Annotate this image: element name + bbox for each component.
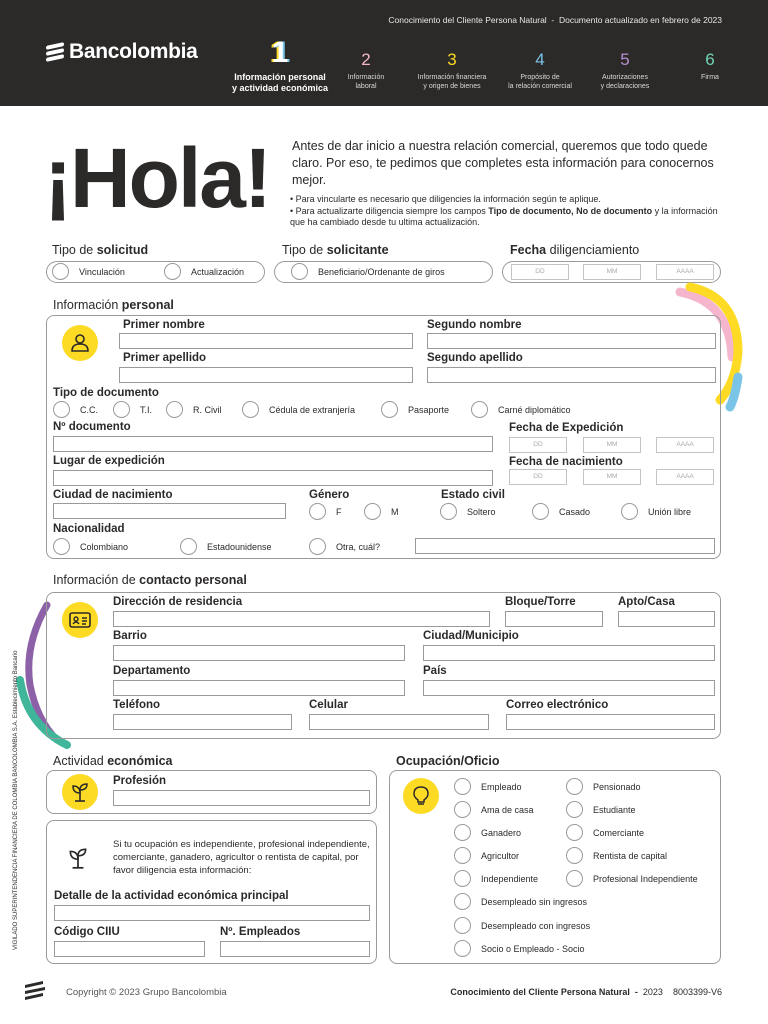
ciudad-nac-input[interactable] [53,503,286,519]
telefono-label: Teléfono [113,699,161,711]
step-4-label: Propósito de [520,74,560,81]
radio-empleado[interactable] [454,778,522,795]
radio-actualizacion[interactable] [164,263,244,280]
radio-otra-label: Otra, cuál? [336,541,381,552]
bullet2-part-c: y la información que ha cambiado desde tu ultima actualización. [290,206,718,227]
tipo-solicitud-bold: solicitud [96,243,149,257]
bullet-vincular: • Para vincularte es necesario que diligencies la información según te aplique. [290,194,601,204]
direccion-label: Dirección de residencia [113,596,243,608]
step-5-label: Autorizaciones [602,74,648,81]
radio-pasaporte[interactable] [381,401,449,418]
ocupacion-title [396,754,500,768]
radio-colombiano[interactable] [53,538,128,555]
detalle-actividad-input[interactable] [54,905,370,921]
footer-year: 2023 [642,987,663,997]
header-doc-info: Conocimiento del Cliente Persona Natural - Documento actualizado en febrero de 2023 [388,15,722,25]
radio-estadounidense-label: Estadounidense [207,541,272,552]
radio-casado[interactable] [532,503,590,520]
ciiu-label: Código CIIU [54,926,120,938]
step-6[interactable] [690,49,730,82]
radio-casado-label: Casado [559,506,591,517]
step-3[interactable] [405,49,499,91]
ciiu-input[interactable] [54,941,205,957]
primer-apellido-label: Primer apellido [123,352,207,364]
step-5[interactable] [590,49,660,91]
pais-input[interactable] [423,680,715,696]
profesion-label: Profesión [113,775,167,787]
bullet2-part-b: Tipo de documento, No de documento [488,206,653,216]
bancolombia-logo-icon [46,43,64,61]
user-icon [62,325,98,361]
fecha-nac-mm[interactable]: MM [583,469,641,485]
contacto-title-pre: Información de [53,573,140,587]
footer-copyright: Copyright © 2023 Grupo Bancolombia [66,987,227,998]
radio-union-libre-label: Unión libre [648,506,692,517]
personal-title [53,298,174,312]
celular-label: Celular [309,699,348,711]
radio-desempleado-sin[interactable] [454,893,587,910]
primer-nombre-input[interactable] [119,333,413,349]
fecha-mm[interactable]: MM [583,264,641,280]
radio-profesional-independiente[interactable] [566,870,698,887]
radio-ganadero-label: Ganadero [481,827,522,838]
tipo-solicitud-title [52,243,148,257]
step-6-label: Firma [701,74,719,81]
radio-m-label: M [391,506,399,517]
primer-apellido-input[interactable] [119,367,413,383]
independiente-note: Si tu ocupación es independiente, profesional independiente, comerciante, ganadero, agricultor o rentista de capital, por favor diligencia esta información: [113,839,370,876]
step-2-number: 2 [361,50,371,69]
radio-carne-diplomatico[interactable] [471,401,571,418]
vigilado-text: VIGILADO SUPERINTENDENCIA FINANCIERA DE COLOMBIA BANCOLOMBIA S.A. Establecimiento Bancario [13,650,19,950]
header-title: Conocimiento del Cliente Persona Natural [388,15,547,25]
radio-rentista-label: Rentista de capital [593,850,668,861]
footer-logo-icon [24,980,46,1005]
radio-cedula-extranjeria[interactable] [242,401,355,418]
tipo-documento-label: Tipo de documento [53,387,159,399]
bloque-label: Bloque/Torre [505,596,576,608]
radio-f-label: F [336,506,342,517]
genero-label: Género [309,489,350,501]
radio-pasaporte-label: Pasaporte [408,404,450,415]
profesion-input[interactable] [113,790,370,806]
radio-estudiante[interactable] [566,801,636,818]
tipo-solicitud-group [46,261,265,283]
fecha-exp-aaaa[interactable]: AAAA [656,437,714,453]
radio-soltero-label: Soltero [467,506,496,517]
estado-civil-label: Estado civil [441,489,505,501]
num-doc-input[interactable] [53,436,493,452]
barrio-input[interactable] [113,645,405,661]
step-1-number: 1 [271,36,289,69]
radio-ti[interactable] [113,401,152,418]
radio-ganadero[interactable] [454,824,521,841]
radio-pensionado[interactable] [566,778,641,795]
ciudad-input[interactable] [423,645,715,661]
radio-beneficiario[interactable] [291,263,445,280]
ocupacion-box [389,770,721,964]
tipo-solicitud-pre: Tipo de [52,243,97,257]
footer-doc-info: Conocimiento del Cliente Persona Natural - 2023 8003399-V6 [450,987,722,997]
radio-desempleado-con-label: Desempleado con ingresos [481,920,591,931]
celular-input[interactable] [309,714,489,730]
pais-label: País [423,665,447,677]
tipo-solicitante-title [282,243,389,257]
empleados-label: Nº. Empleados [220,926,301,938]
step-1-label2: y actividad económica [231,83,329,93]
fecha-aaaa[interactable]: AAAA [656,264,714,280]
apto-label: Apto/Casa [618,596,675,608]
step-2-label2: laboral [355,83,377,90]
radio-agricultor[interactable] [454,847,519,864]
lugar-exp-label: Lugar de expedición [53,455,165,467]
fecha-nac-dd[interactable]: DD [509,469,567,485]
radio-union-libre[interactable] [621,503,691,520]
otra-nacionalidad-input[interactable] [415,538,715,554]
ciudad-label: Ciudad/Municipio [423,630,519,642]
radio-comerciante-label: Comerciante [593,827,645,838]
plant-icon [62,774,98,810]
departamento-input[interactable] [113,680,405,696]
correo-input[interactable] [506,714,715,730]
personal-title-bold: personal [121,298,174,312]
telefono-input[interactable] [113,714,292,730]
step-2-label: Información [347,74,385,81]
brand-logo [46,40,198,64]
radio-empleado-label: Empleado [481,781,522,792]
fecha-group [502,261,721,283]
direccion-input[interactable] [113,611,490,627]
step-3-label2: y origen de bienes [423,83,481,90]
fecha-exp-mm[interactable]: MM [583,437,641,453]
radio-m[interactable] [364,503,399,520]
footer-code: 8003399-V6 [672,987,722,997]
barrio-label: Barrio [113,630,147,642]
radio-independiente-label: Independiente [481,873,539,884]
step-4-label2: la relación comercial [508,83,572,90]
step-5-number: 5 [620,50,630,69]
segundo-nombre-label: Segundo nombre [427,319,522,331]
radio-estudiante-label: Estudiante [593,804,636,815]
segundo-apellido-label: Segundo apellido [427,352,523,364]
tipo-solicitante-group [274,261,493,283]
personal-title-pre: Información [53,298,122,312]
intro-text: Antes de dar inicio a nuestra relación comercial, queremos que todo quede claro. Por eso, te pedimos que completes esta información para conocernos mejor. [292,139,714,187]
fecha-title [510,243,639,257]
fecha-exp-dd[interactable]: DD [509,437,567,453]
radio-cedula-extranjeria-label: Cédula de extranjería [269,404,356,415]
radio-vinculacion-label: Vinculación [79,266,125,277]
segundo-apellido-input[interactable] [427,367,716,383]
apto-input[interactable] [618,611,715,627]
radio-ama-de-casa[interactable] [454,801,534,818]
ocupacion-title-text: Ocupación/Oficio [396,754,500,768]
num-doc-label: Nº documento [53,421,131,433]
bullet-actualizar [290,206,720,228]
fecha-nac-label: Fecha de nacimiento [509,456,623,468]
radio-socio[interactable] [454,940,585,957]
step-3-number: 3 [447,50,457,69]
radio-vinculacion[interactable] [52,263,125,280]
greeting-title: ¡Hola! [44,131,270,225]
correo-label: Correo electrónico [506,699,609,711]
radio-socio-label: Socio o Empleado - Socio [481,943,585,954]
step-2[interactable] [335,49,397,91]
radio-comerciante[interactable] [566,824,644,841]
radio-actualizacion-label: Actualización [191,266,245,277]
segundo-nombre-input[interactable] [427,333,716,349]
nacionalidad-label: Nacionalidad [53,523,125,535]
id-card-icon [62,602,98,638]
actividad-title-bold: económica [107,754,173,768]
radio-profesional-independiente-label: Profesional Independiente [593,873,698,884]
footer-doc-name: Conocimiento del Cliente Persona Natural [450,987,630,997]
header-bar [0,0,768,106]
bloque-input[interactable] [505,611,603,627]
radio-f[interactable] [309,503,342,520]
ciudad-nac-label: Ciudad de nacimiento [53,489,173,501]
radio-estadounidense[interactable] [180,538,272,555]
step-1-label: Información personal [234,72,326,82]
detalle-actividad-label: Detalle de la actividad económica principal [54,890,289,902]
primer-nombre-label: Primer nombre [123,319,205,331]
radio-agricultor-label: Agricultor [481,850,520,861]
empleados-input[interactable] [220,941,370,957]
radio-ama-de-casa-label: Ama de casa [481,804,534,815]
step-4-number: 4 [535,50,545,69]
radio-pensionado-label: Pensionado [593,781,641,792]
actividad-title [53,754,173,768]
step-5-label2: y declaraciones [600,83,650,90]
departamento-label: Departamento [113,665,191,677]
fecha-bold: Fecha [510,243,547,257]
radio-rentista[interactable] [566,847,667,864]
step-1[interactable] [226,36,334,94]
radio-independiente[interactable] [454,870,538,887]
fecha-exp-label: Fecha de Expedición [509,422,624,434]
radio-rcivil[interactable] [166,401,222,418]
fecha-dd[interactable]: DD [511,264,569,280]
radio-desempleado-con[interactable] [454,917,590,934]
step-6-number: 6 [705,50,715,69]
fecha-post: diligenciamiento [546,243,640,257]
radio-carne-diplomatico-label: Carné diplomático [498,404,571,415]
radio-desempleado-sin-label: Desempleado sin ingresos [481,896,588,907]
step-4[interactable] [500,49,580,91]
bullet2-part-a: • Para actualizarte diligencia siempre los campos [290,206,489,216]
contacto-title-bold: contacto personal [139,573,247,587]
radio-cc-label: C.C. [80,404,98,415]
fecha-nac-aaaa[interactable]: AAAA [656,469,714,485]
step-3-label: Información financiera [417,74,487,81]
radio-soltero[interactable] [440,503,496,520]
radio-ti-label: T.I. [140,404,153,415]
lightbulb-icon [403,778,439,814]
radio-cc[interactable] [53,401,98,418]
tipo-solicitante-bold: solicitante [326,243,389,257]
brand-name: Bancolombia [69,40,198,63]
contacto-title [53,573,247,587]
tipo-solicitante-pre: Tipo de [282,243,327,257]
plant-outline-icon [66,846,90,875]
radio-colombiano-label: Colombiano [80,541,129,552]
radio-rcivil-label: R. Civil [193,404,222,415]
radio-otra[interactable] [309,538,380,555]
radio-beneficiario-label: Beneficiario/Ordenante de giros [318,266,445,277]
lugar-exp-input[interactable] [53,470,493,486]
header-updated: Documento actualizado en febrero de 2023 [558,15,722,25]
actividad-title-pre: Actividad [53,754,108,768]
